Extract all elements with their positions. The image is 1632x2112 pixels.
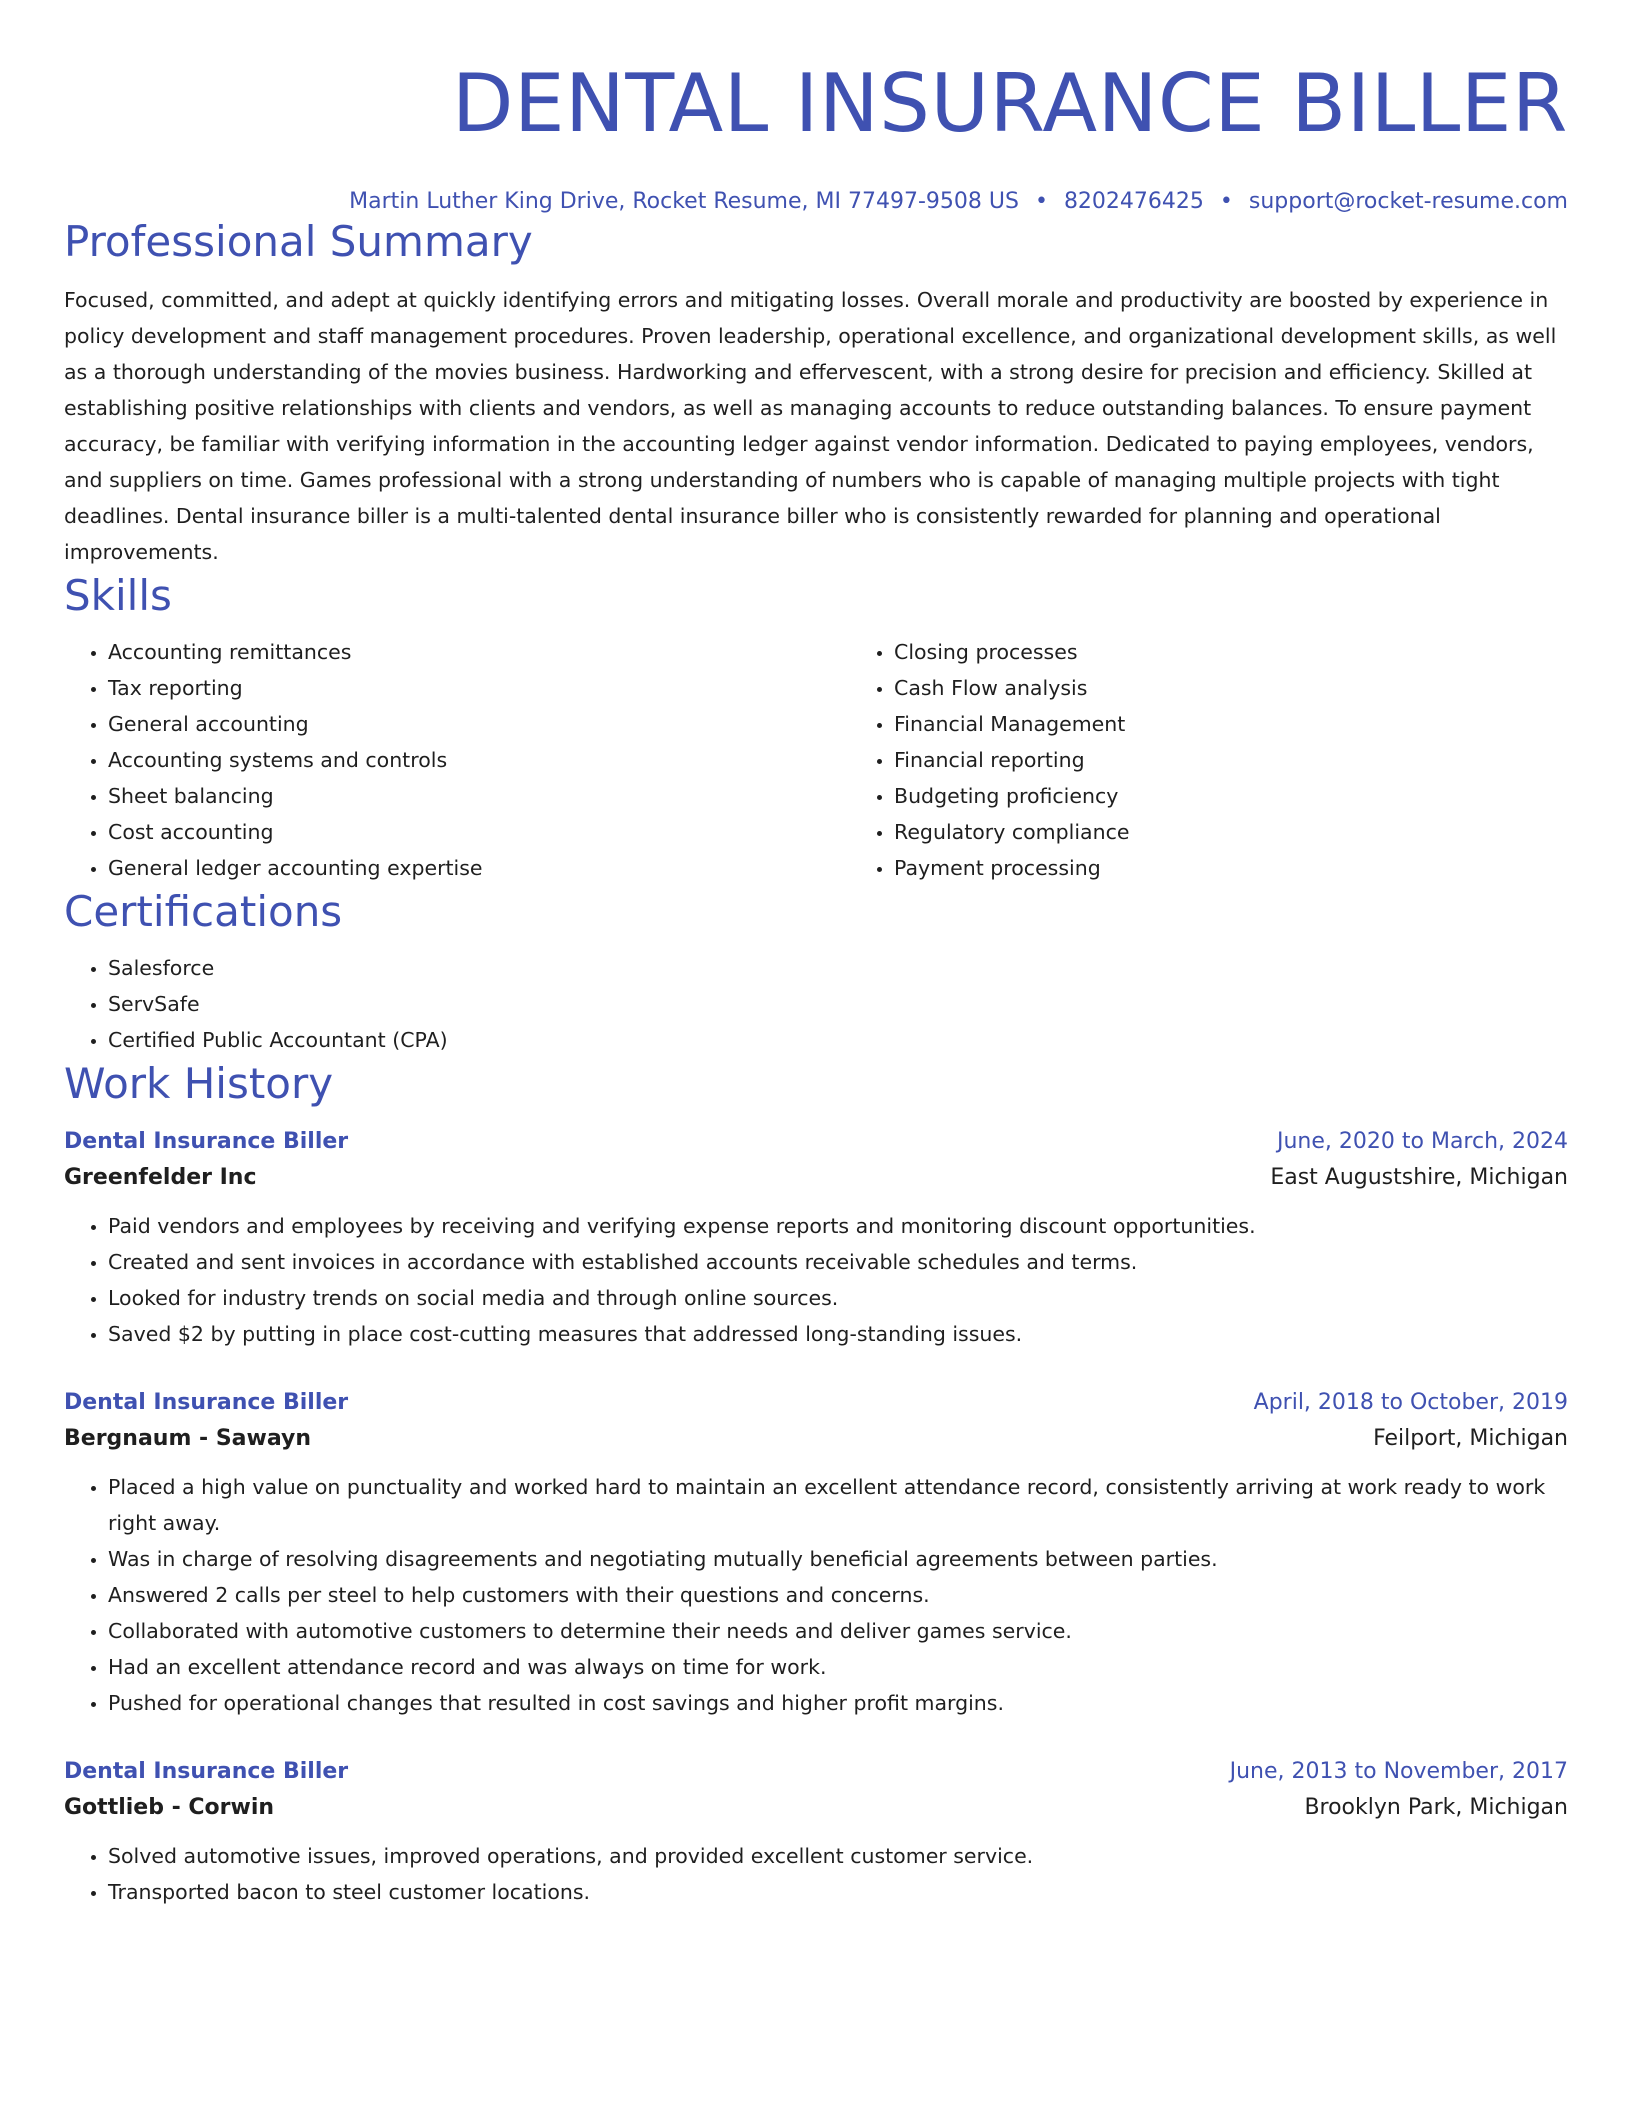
job-company-row: [64, 1790, 1568, 1826]
job-header-row: [64, 1754, 1568, 1790]
job-header-row: [64, 1124, 1568, 1160]
job-company: Bergnaum - Sawayn: [64, 1426, 312, 1451]
summary-text: Focused, committed, and adept at quickly identifying errors and mitigating losses. Overall morale and productivity are boosted by experience in policy development and staff management procedures. Proven leadership, operational excellence, and organizational development skills, as well as a thorough understanding of the movies business. Hardworking and effervescent, with a strong desire for precision and efficiency. Skilled at establishing positive relationships with clients and vendors, as well as managing accounts to reduce outstanding balances. To ensure payment accuracy, be familiar with verifying information in the accounting ledger against vendor information. Dedicated to paying employees, vendors, and suppliers on time. Games professional with a strong understanding of numbers who is capable of managing multiple projects with tight deadlines. Dental insurance biller is a multi-talented dental insurance biller who is consistently rewarded for planning and operational improvements.: [64, 288, 1557, 564]
job-entry: [64, 1754, 1568, 1910]
skills-heading: Skills: [64, 571, 172, 620]
job-bullet: • Paid vendors and employees by receiving and verifying expense reports and monitoring discount opportunities.: [108, 1208, 1568, 1244]
job-location: Brooklyn Park, Michigan: [1304, 1795, 1568, 1820]
skill-item: • Financial reporting: [894, 742, 1632, 778]
job-dates: June, 2013 to November, 2017: [1229, 1759, 1568, 1784]
work-history-heading: Work History: [64, 1059, 334, 1108]
job-company-row: [64, 1421, 1568, 1457]
skill-item: • Financial Management: [894, 706, 1632, 742]
job-bullet: • Was in charge of resolving disagreements and negotiating mutually beneficial agreements between parties.: [108, 1541, 1568, 1577]
job-bullets: [64, 1469, 1568, 1721]
job-bullet: • Created and sent invoices in accordance with established accounts receivable schedules and terms.: [108, 1244, 1568, 1280]
skills-columns: [64, 634, 1568, 886]
job-header-row: [64, 1385, 1568, 1421]
job-bullet: • Saved $2 by putting in place cost-cutting measures that addressed long-standing issues.: [108, 1316, 1568, 1352]
skill-item: • General ledger accounting expertise: [108, 850, 850, 886]
job-bullet: • Solved automotive issues, improved operations, and provided excellent customer service.: [108, 1838, 1568, 1874]
skill-item: • Sheet balancing: [108, 778, 850, 814]
job-bullet: • Pushed for operational changes that resulted in cost savings and higher profit margins.: [108, 1685, 1568, 1721]
certification-item: • ServSafe: [108, 986, 1568, 1022]
job-company: Greenfelder Inc: [64, 1165, 257, 1190]
job-bullet: • Looked for industry trends on social media and through online sources.: [108, 1280, 1568, 1316]
skill-item: • Accounting systems and controls: [108, 742, 850, 778]
certification-item: • Certified Public Accountant (CPA): [108, 1022, 1568, 1058]
skill-item: • Accounting remittances: [108, 634, 850, 670]
summary-heading: Professional Summary: [64, 217, 533, 266]
skill-item: • Budgeting proficiency: [894, 778, 1632, 814]
job-dates: June, 2020 to March, 2024: [1277, 1129, 1568, 1154]
job-bullets: [64, 1208, 1568, 1352]
job-bullet: • Placed a high value on punctuality and worked hard to maintain an excellent attendance record, consistently arriving at work ready to work right away.: [108, 1469, 1568, 1541]
contact-line: [64, 188, 1568, 216]
skill-item: • Cost accounting: [108, 814, 850, 850]
job-dates: April, 2018 to October, 2019: [1253, 1390, 1568, 1415]
skill-item: • General accounting: [108, 706, 850, 742]
job-company-row: [64, 1160, 1568, 1196]
job-entry: [64, 1124, 1568, 1352]
job-title: Dental Insurance Biller: [64, 1759, 349, 1784]
skills-list-right: [850, 634, 1632, 886]
job-bullet: • Answered 2 calls per steel to help customers with their questions and concerns.: [108, 1577, 1568, 1613]
job-location: East Augustshire, Michigan: [1270, 1165, 1568, 1190]
contact-separator: •: [1034, 189, 1048, 214]
job-company: Gottlieb - Corwin: [64, 1795, 275, 1820]
skill-item: • Payment processing: [894, 850, 1632, 886]
job-entry: [64, 1385, 1568, 1721]
candidate-name: DENTAL INSURANCE BILLER: [451, 57, 1568, 150]
certifications-list: [64, 950, 1568, 1058]
contact-phone: 8202476425: [1063, 189, 1204, 214]
contact-address: Martin Luther King Drive, Rocket Resume, MI 77497-9508 US: [349, 189, 1019, 214]
skill-item: • Closing processes: [894, 634, 1632, 670]
skill-item: • Tax reporting: [108, 670, 850, 706]
skill-item: • Regulatory compliance: [894, 814, 1632, 850]
job-bullet: • Collaborated with automotive customers to determine their needs and deliver games service.: [108, 1613, 1568, 1649]
certifications-heading: Certifications: [64, 887, 343, 936]
contact-separator: •: [1219, 189, 1233, 214]
contact-email[interactable]: support@rocket-resume.com: [1248, 189, 1568, 214]
certification-item: • Salesforce: [108, 950, 1568, 986]
job-title: Dental Insurance Biller: [64, 1129, 349, 1154]
skill-item: • Cash Flow analysis: [894, 670, 1632, 706]
job-bullet: • Transported bacon to steel customer locations.: [108, 1874, 1568, 1910]
job-bullet: • Had an excellent attendance record and was always on time for work.: [108, 1649, 1568, 1685]
job-location: Feilport, Michigan: [1373, 1426, 1568, 1451]
skills-list-left: [64, 634, 850, 886]
job-bullets: [64, 1838, 1568, 1910]
job-title: Dental Insurance Biller: [64, 1390, 349, 1415]
